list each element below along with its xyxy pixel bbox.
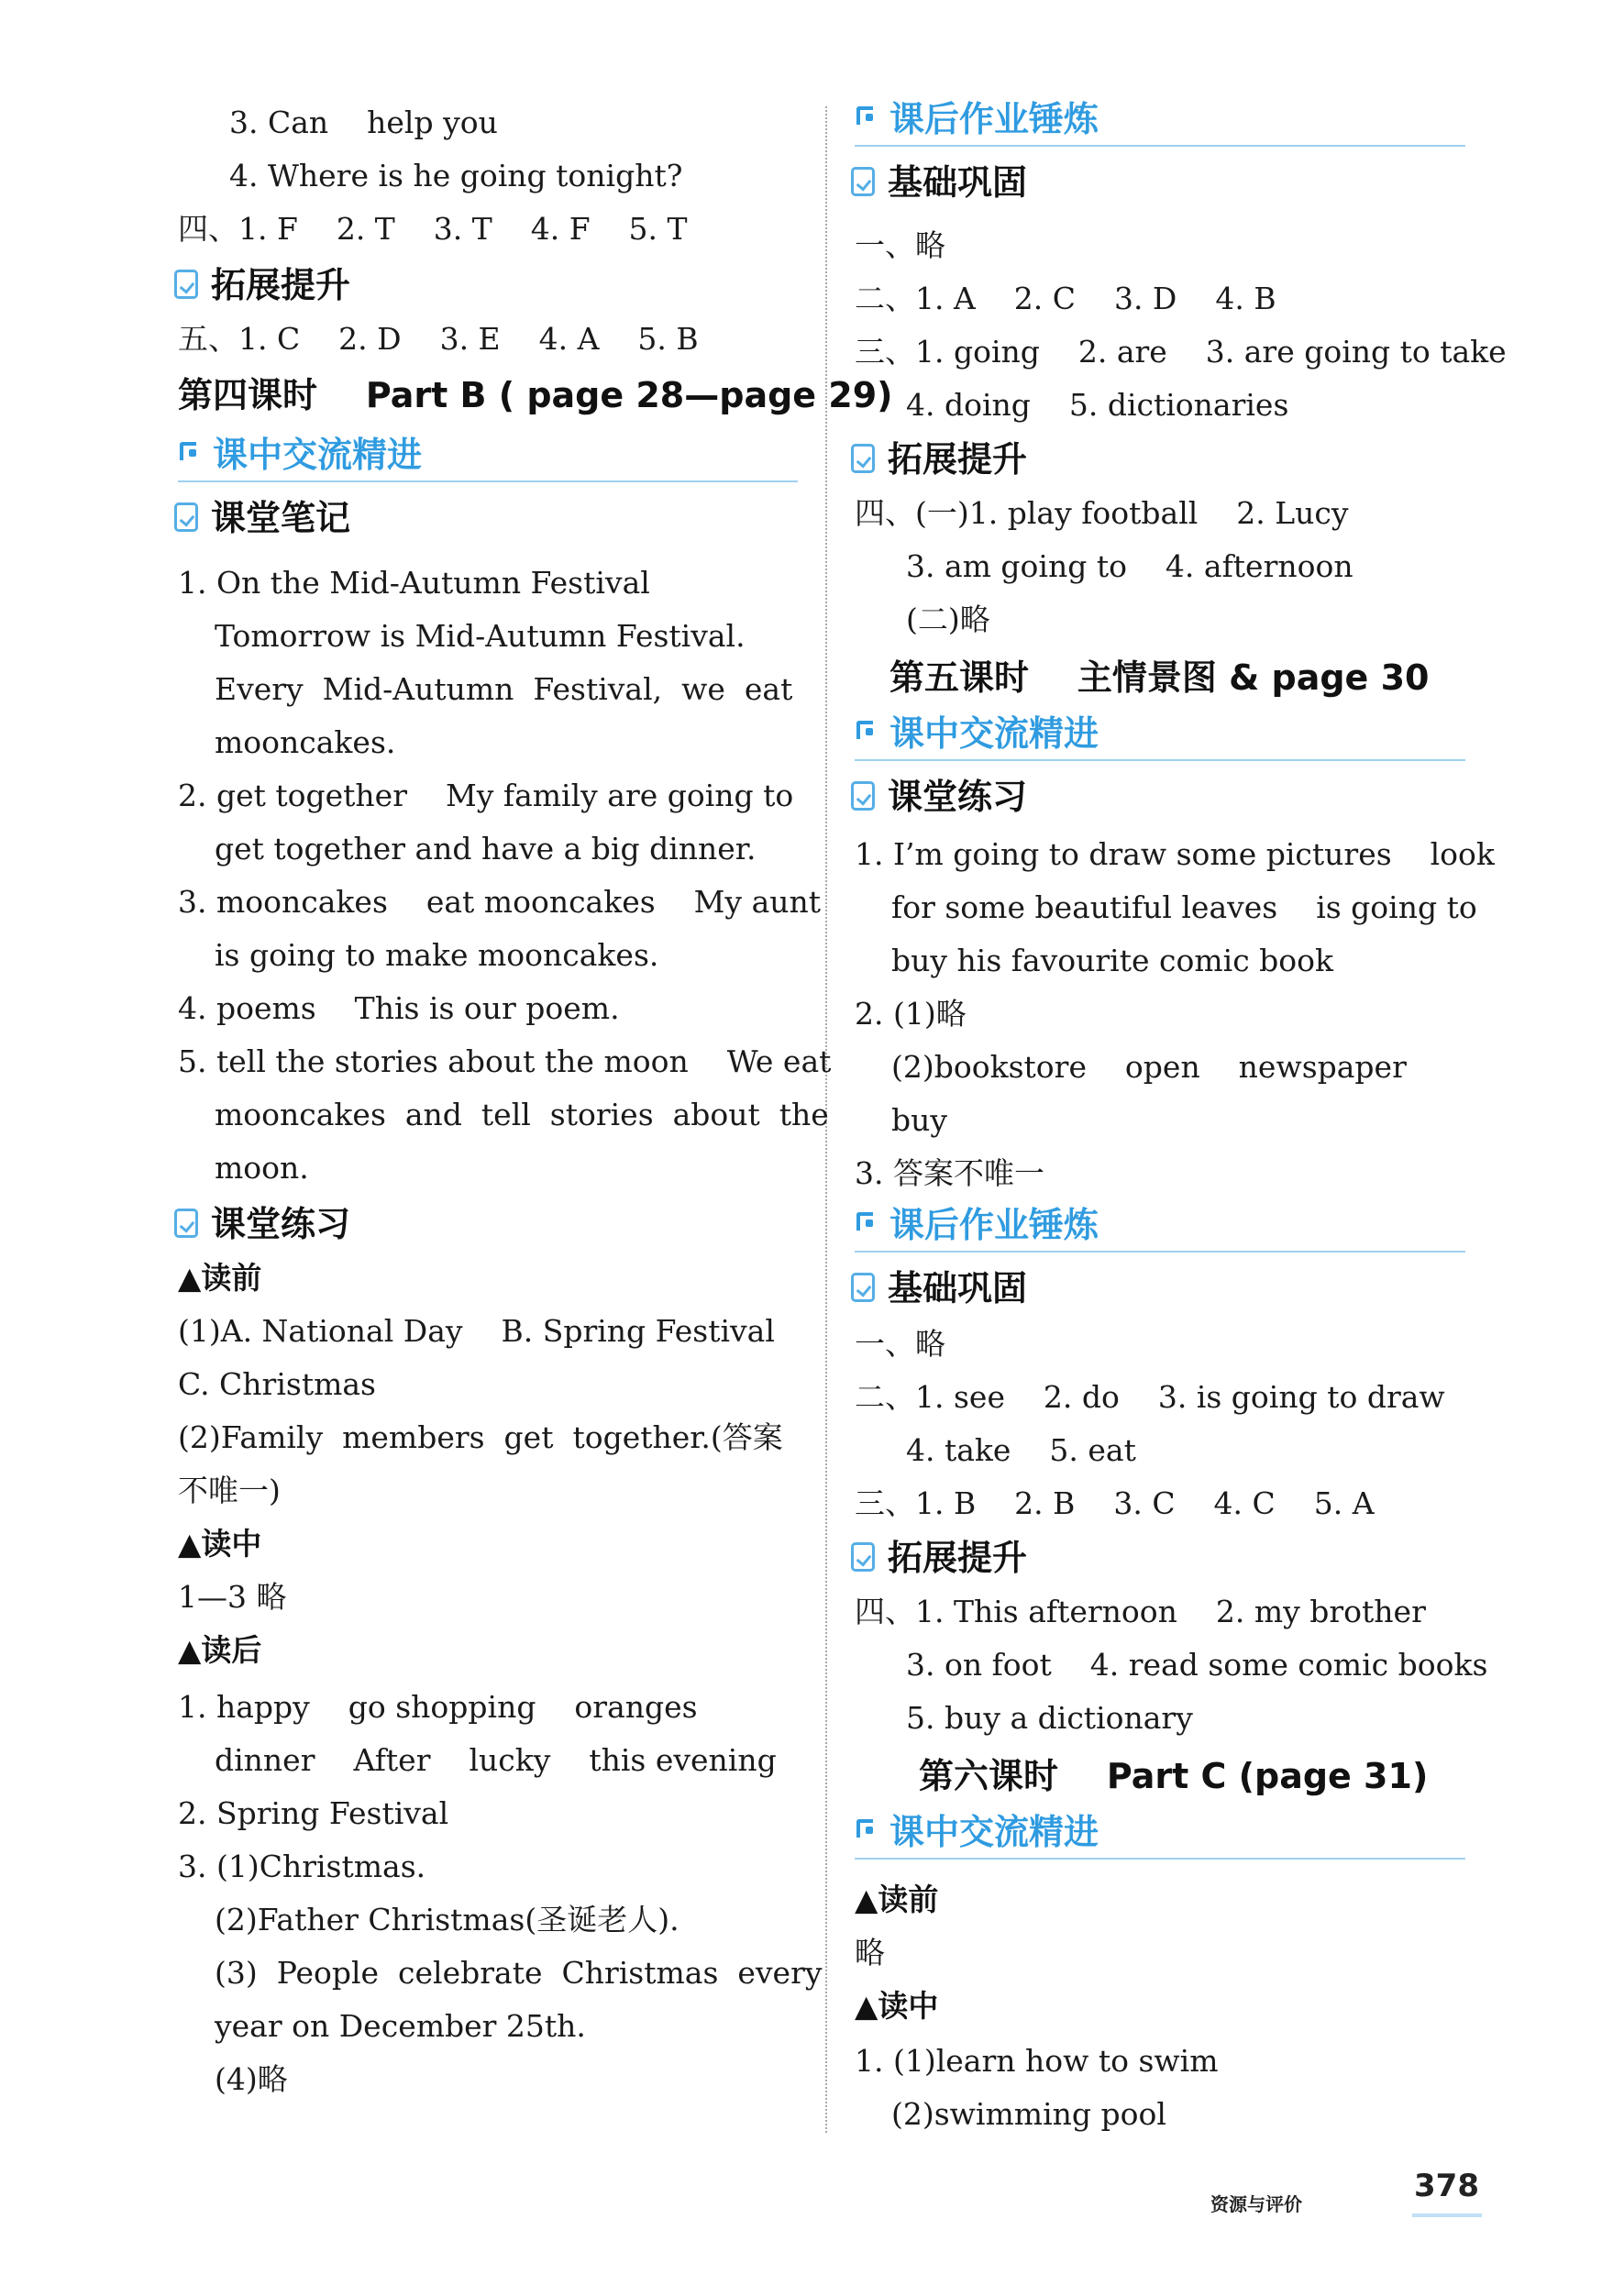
answer-line: dinner After lucky this evening xyxy=(215,1742,777,1778)
answer-line: 2. (1)略 xyxy=(855,996,967,1032)
answer-line: (2)swimming pool xyxy=(891,2096,1166,2132)
subheading-du-hou: ▲读后 xyxy=(178,1632,262,1668)
subheading-du-zhong: ▲读中 xyxy=(178,1526,262,1562)
answer-line: 5. buy a dictionary xyxy=(906,1700,1193,1736)
answer-line: 四、1. This afternoon 2. my brother xyxy=(855,1594,1426,1629)
note-line: 3. mooncakes eat mooncakes My aunt xyxy=(178,884,822,920)
answer-line: 1. happy go shopping oranges xyxy=(178,1689,698,1725)
answer-line: 4. Where is he going tonight? xyxy=(229,158,683,193)
note-line: moon. xyxy=(215,1150,309,1186)
checklist-icon xyxy=(851,1273,875,1302)
note-line: mooncakes. xyxy=(215,724,396,760)
answer-line: 一、略 xyxy=(855,227,945,263)
answer-line: 3. Can help you xyxy=(229,105,498,140)
section-banner-kezhong: 课中交流精进 xyxy=(178,433,798,482)
checklist-icon xyxy=(174,502,198,532)
answer-line: 五、1. C 2. D 3. E 4. A 5. B xyxy=(178,321,699,357)
lesson-title: 第六课时 Part C (page 31) xyxy=(919,1756,1429,1796)
note-line: get together and have a big dinner. xyxy=(215,831,757,867)
subheading-du-qian: ▲读前 xyxy=(178,1260,262,1296)
answer-line: 4. doing 5. dictionaries xyxy=(906,387,1289,423)
note-line: Every Mid-Autumn Festival, we eat xyxy=(215,671,793,707)
section-banner-kehou: 课后作业锤炼 xyxy=(855,97,1465,147)
answer-line: 3. on foot 4. read some comic books xyxy=(906,1647,1488,1683)
answer-line: 1—3 略 xyxy=(178,1579,287,1615)
note-line: Tomorrow is Mid-Autumn Festival. xyxy=(215,618,746,654)
section-heading-tuozhan: 拓展提升 xyxy=(851,438,1027,480)
answer-line: (1)A. National Day B. Spring Festival xyxy=(178,1313,775,1349)
answer-line: 四、(一)1. play football 2. Lucy xyxy=(855,495,1349,531)
answer-line: 1. (1)learn how to swim xyxy=(855,2043,1219,2079)
note-line: is going to make mooncakes. xyxy=(215,937,659,973)
section-banner-kezhong: 课中交流精进 xyxy=(855,712,1465,761)
bookmark-icon xyxy=(855,717,877,743)
answer-line: 略 xyxy=(855,1935,885,1970)
answer-line: 4. take 5. eat xyxy=(906,1432,1136,1468)
subheading-du-zhong: ▲读中 xyxy=(855,1988,939,2024)
checklist-icon xyxy=(174,270,198,299)
answer-line: buy xyxy=(891,1102,948,1138)
answer-line: for some beautiful leaves is going to xyxy=(891,889,1477,925)
bookmark-icon xyxy=(855,1209,877,1234)
page-number-underline xyxy=(1412,2213,1482,2217)
note-line: 4. poems This is our poem. xyxy=(178,990,620,1026)
section-banner-kezhong: 课中交流精进 xyxy=(855,1810,1465,1860)
section-heading-jichu: 基础巩固 xyxy=(851,161,1027,204)
answer-page xyxy=(11,11,1590,2281)
answer-line: 三、1. B 2. B 3. C 4. C 5. A xyxy=(855,1485,1375,1521)
answer-line: 一、略 xyxy=(855,1326,945,1362)
checklist-icon xyxy=(851,444,875,473)
bookmark-icon xyxy=(178,438,200,464)
answer-line: 二、1. A 2. C 3. D 4. B xyxy=(855,281,1276,316)
checklist-icon xyxy=(851,781,875,811)
checklist-icon xyxy=(174,1209,198,1238)
answer-line: (2)Father Christmas(圣诞老人). xyxy=(215,1902,679,1937)
answer-line: (2)bookstore open newspaper xyxy=(891,1049,1407,1085)
answer-line: 不唯一) xyxy=(178,1473,281,1508)
answer-line: 1. I’m going to draw some pictures look xyxy=(855,836,1495,872)
lesson-title: 第四课时 Part B ( page 28—page 29) xyxy=(178,375,893,415)
answer-line: (2)Family members get together.(答案 xyxy=(178,1419,783,1455)
section-heading-biji: 课堂笔记 xyxy=(174,497,350,539)
bookmark-icon xyxy=(855,1816,877,1841)
note-line: 2. get together My family are going to xyxy=(178,778,794,813)
answer-line: 3. am going to 4. afternoon xyxy=(906,548,1353,584)
section-heading-jichu: 基础巩固 xyxy=(851,1267,1027,1309)
bookmark-icon xyxy=(855,103,877,128)
checklist-icon xyxy=(851,1542,875,1572)
answer-line: C. Christmas xyxy=(178,1366,376,1402)
answer-line: 二、1. see 2. do 3. is going to draw xyxy=(855,1379,1445,1415)
section-heading-lianxi: 课堂练习 xyxy=(174,1203,350,1245)
answer-line: 3. (1)Christmas. xyxy=(178,1849,426,1884)
subheading-du-qian: ▲读前 xyxy=(855,1882,939,1917)
answer-line: (二)略 xyxy=(906,602,990,637)
lesson-title: 第五课时 主情景图 & page 30 xyxy=(889,657,1430,698)
section-heading-tuozhan: 拓展提升 xyxy=(174,264,350,306)
answer-line: 2. Spring Festival xyxy=(178,1795,449,1831)
answer-line: 3. 答案不唯一 xyxy=(855,1155,1044,1191)
footer-label: 资源与评价 xyxy=(1210,2193,1302,2215)
page-number: 378 xyxy=(1414,2168,1479,2204)
note-line: 1. On the Mid-Autumn Festival xyxy=(178,565,650,601)
checklist-icon xyxy=(851,167,875,196)
answer-line: (4)略 xyxy=(215,2061,288,2097)
answer-line: (3) People celebrate Christmas every xyxy=(215,1955,823,1991)
note-line: 5. tell the stories about the moon We eat xyxy=(178,1043,832,1079)
section-heading-lianxi: 课堂练习 xyxy=(851,776,1027,818)
answer-line: 三、1. going 2. are 3. are going to take xyxy=(855,334,1507,370)
section-heading-tuozhan: 拓展提升 xyxy=(851,1537,1027,1579)
answer-line: 四、1. F 2. T 3. T 4. F 5. T xyxy=(178,211,688,247)
answer-line: year on December 25th. xyxy=(215,2008,586,2044)
note-line: mooncakes and tell stories about the xyxy=(215,1097,829,1132)
section-banner-kehou: 课后作业锤炼 xyxy=(855,1203,1465,1253)
answer-line: buy his favourite comic book xyxy=(891,943,1334,978)
